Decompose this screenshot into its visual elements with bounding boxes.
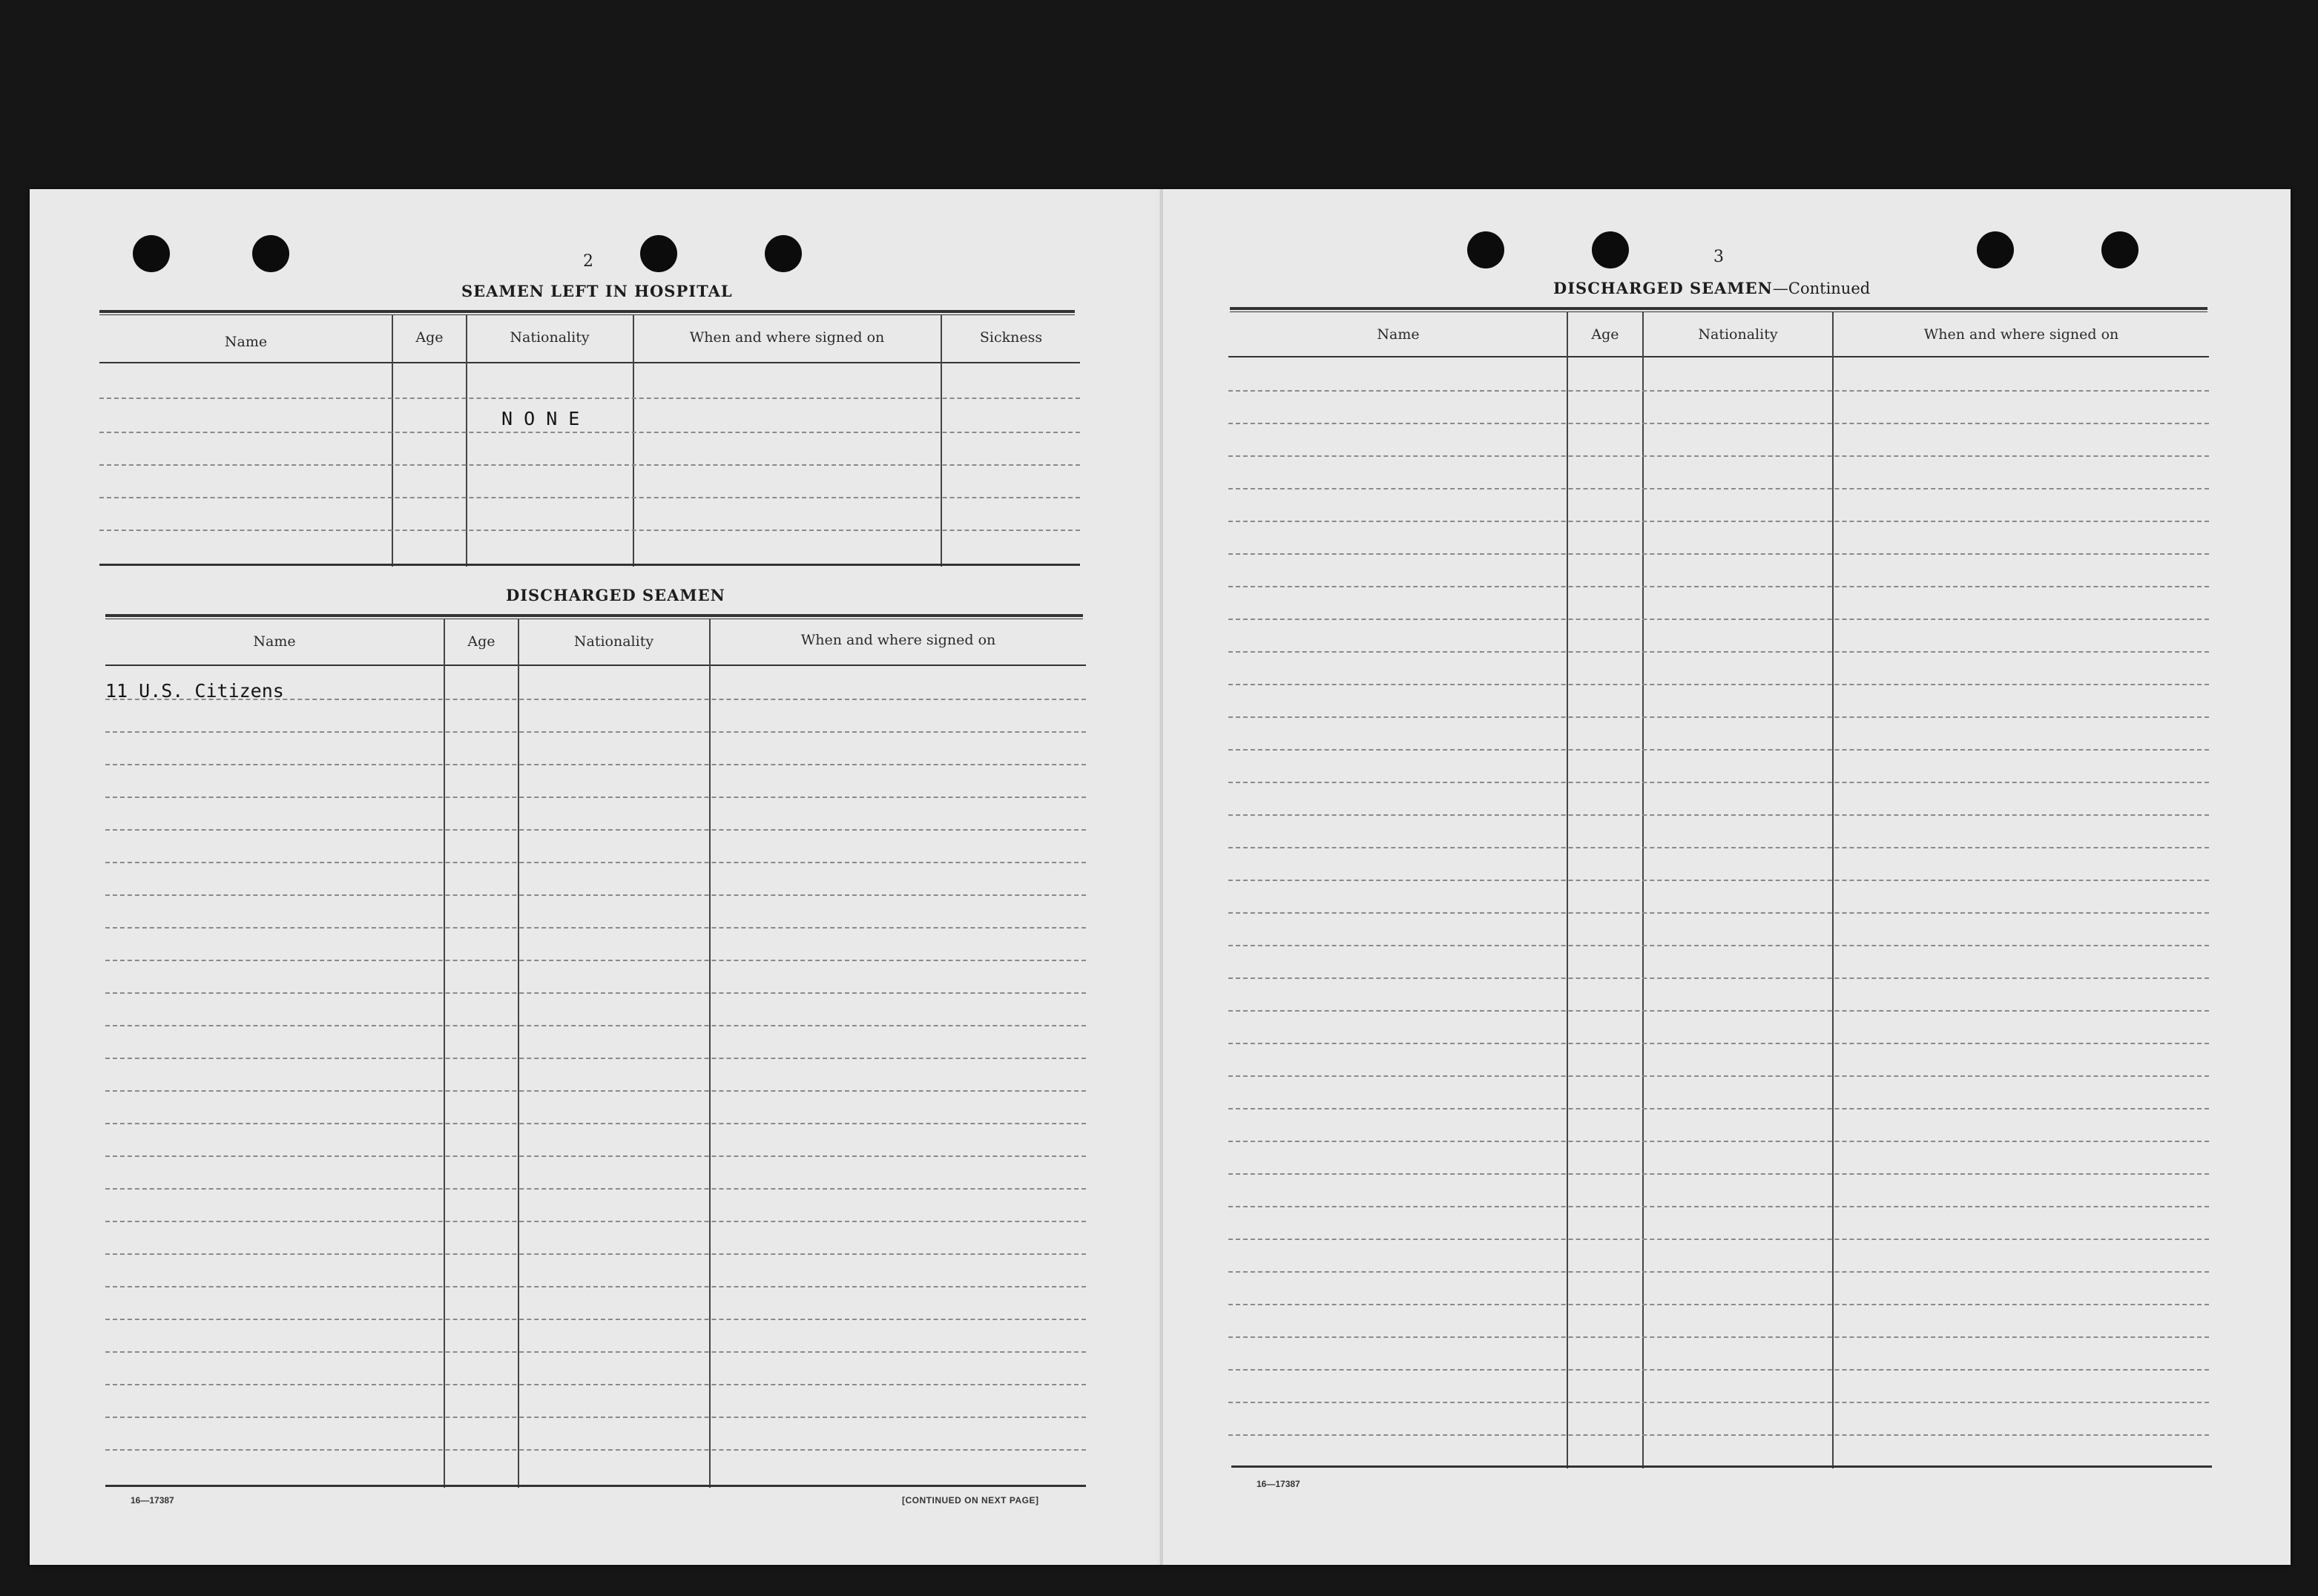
discharged-header-rule [105,665,1086,666]
punch-hole [2101,231,2138,268]
hospital-col-name: Name [224,334,268,350]
discharged-section-title: DISCHARGED SEAMEN [506,586,725,604]
continued-bottom-rule [1231,1465,2212,1468]
continued-col-age: Age [1591,326,1619,343]
discharged-continued-title-main: DISCHARGED SEAMEN [1553,279,1773,297]
discharged-continued-suffix: —Continued [1772,280,1871,297]
punch-hole [765,235,802,272]
discharged-col-age: Age [467,633,495,650]
hospital-col-sickness: Sickness [979,329,1043,346]
punch-hole [252,235,289,272]
discharged-col-when-where: When and where signed on [800,632,996,648]
punch-hole [640,235,677,272]
punch-hole [1977,231,2014,268]
hospital-bottom-rule [99,564,1080,566]
page-number: 2 [583,252,593,271]
continued-col-when-where: When and where signed on [1923,326,2119,343]
left-page [30,189,1161,1565]
form-number-right: 16—17387 [1257,1479,1300,1489]
page-gutter [1160,189,1163,1565]
continued-header-rule [1228,356,2209,357]
continued-top-rule [1230,307,2207,310]
page-number: 3 [1713,248,1724,266]
hospital-col-age: Age [415,329,444,346]
punch-hole [133,235,170,272]
hospital-entry-none: N O N E [501,408,580,429]
hospital-col-when-where: When and where signed on [689,329,885,346]
discharged-top-rule [105,614,1083,617]
discharged-bottom-rule [105,1485,1086,1487]
right-page [1163,189,2291,1565]
hospital-top-rule [99,310,1075,313]
continued-col-name: Name [1377,326,1420,343]
form-number-left: 16—17387 [131,1495,174,1506]
discharged-entry-citizens: 11 U.S. Citizens [105,680,284,702]
discharged-continued-title [1553,279,1870,297]
discharged-col-name: Name [253,633,296,650]
discharged-col-nationality: Nationality [573,633,654,650]
punch-hole [1467,231,1504,268]
hospital-header-rule [99,362,1080,363]
punch-hole [1592,231,1629,268]
hospital-section-title: SEAMEN LEFT IN HOSPITAL [461,282,733,300]
continued-on-next-page: [CONTINUED ON NEXT PAGE] [902,1495,1039,1506]
continued-col-nationality: Nationality [1698,326,1778,343]
hospital-col-nationality: Nationality [510,329,590,346]
